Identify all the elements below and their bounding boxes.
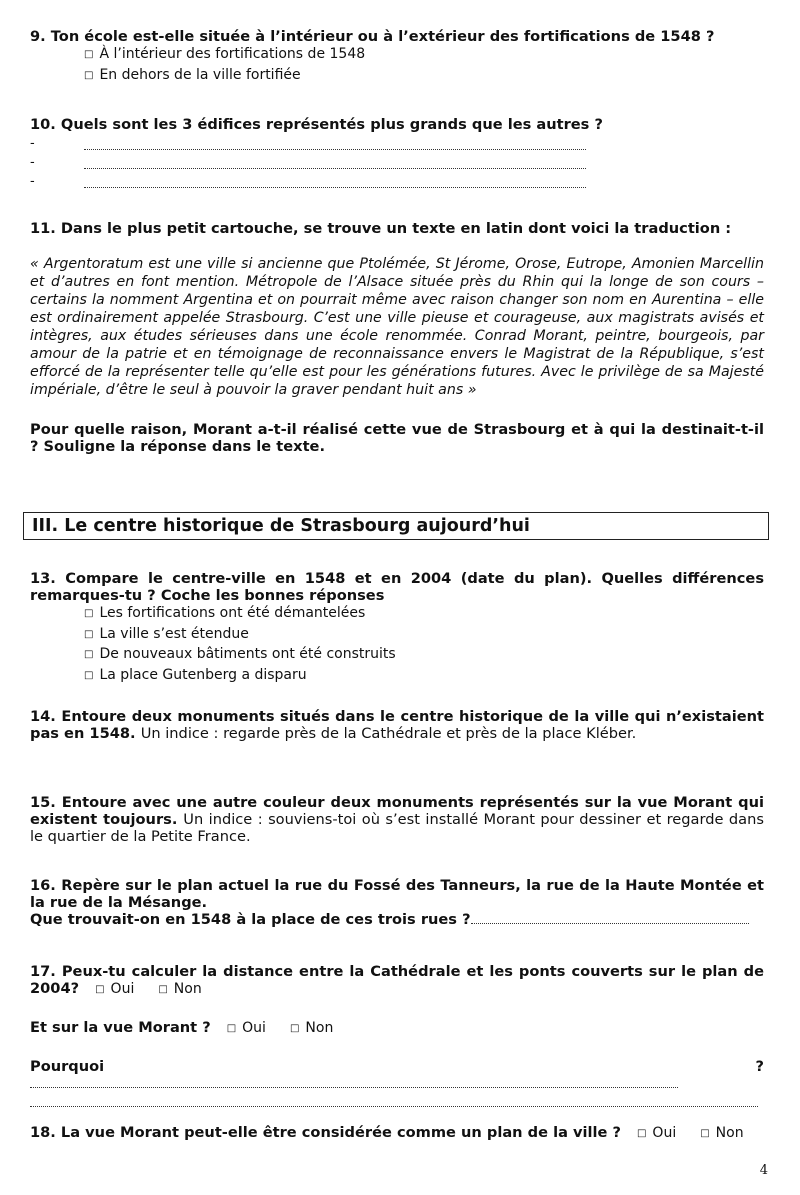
question-14-hint: Un indice : regarde près de la Cathédrale et près de la place Kléber. — [140, 725, 637, 742]
q18-option-no[interactable]: □ Non — [700, 1125, 744, 1141]
question-11-title: 11. Dans le plus petit cartouche, se trouve un texte en latin dont voici la traduction : — [30, 220, 732, 237]
answer-line-3[interactable]: - — [0, 174, 764, 193]
question-13-option-2[interactable]: □ La ville s’est étendue — [84, 625, 764, 646]
answer-line[interactable] — [30, 1094, 758, 1107]
question-18 — [30, 1124, 764, 1143]
question-17 — [30, 963, 764, 1111]
question-16 — [30, 877, 764, 928]
question-9-option-2[interactable]: □ En dehors de la ville fortifiée — [84, 66, 764, 87]
question-11 — [30, 220, 764, 455]
q17-morant-question: Et sur la vue Morant ? □ Oui □ Non — [30, 1019, 334, 1036]
question-9-option-1[interactable]: □ À l’intérieur des fortifications de 1548 — [84, 45, 764, 66]
question-10 — [30, 116, 764, 193]
question-13-option-4[interactable]: □ La place Gutenberg a disparu — [84, 666, 764, 687]
answer-line-1[interactable]: - — [0, 136, 764, 155]
question-13 — [30, 570, 764, 686]
page-number: 4 — [759, 1163, 768, 1178]
q17-why: Pourquoi ? — [30, 1058, 764, 1092]
checkbox-icon[interactable]: □ — [636, 1128, 647, 1139]
checkbox-icon[interactable]: □ — [95, 984, 105, 995]
question-10-title: 10. Quels sont les 3 édifices représentés plus grands que les autres ? — [30, 116, 603, 133]
checkbox-icon[interactable]: □ — [84, 608, 94, 619]
answer-line[interactable] — [471, 911, 749, 924]
question-9-title: 9. Ton école est-elle située à l’intérieur ou à l’extérieur des fortifications de 1548 ? — [30, 28, 715, 45]
answer-line[interactable] — [30, 1075, 678, 1088]
question-15-text: 15. Entoure avec une autre couleur deux monuments représentés sur la vue Morant qui existent toujours. Un indice : souviens-toi où s’est installé Morant pour dessiner et regarde dans le quartier de la Petite France. — [30, 794, 764, 845]
checkbox-icon[interactable]: □ — [700, 1128, 710, 1139]
q18-option-yes[interactable]: □ Oui — [636, 1125, 677, 1141]
question-17-title: 17. Peux-tu calculer la distance entre la Cathédrale et les ponts couverts sur le plan de 2004? □ Oui □ Non — [30, 963, 764, 997]
checkbox-icon[interactable]: □ — [289, 1023, 300, 1034]
q17-option-yes[interactable]: □ Oui — [95, 981, 135, 997]
question-18-title: 18. La vue Morant peut-elle être considérée comme un plan de la ville ? □ Oui □ Non — [30, 1124, 744, 1141]
section-title-III: III. Le centre historique de Strasbourg aujourd’hui — [23, 512, 769, 540]
question-15 — [30, 794, 764, 845]
question-14 — [30, 708, 764, 742]
question-13-title: 13. Compare le centre-ville en 1548 et en 2004 (date du plan). Quelles différences remarques-tu ? Coche les bonnes réponses — [30, 570, 764, 604]
q17-morant-option-yes[interactable]: □ Oui — [226, 1020, 266, 1036]
question-9 — [30, 28, 764, 86]
question-13-option-3[interactable]: □ De nouveaux bâtiments ont été construits — [84, 645, 764, 666]
question-15-hint: Un indice : souviens-toi où s’est installé Morant pour dessiner et regarde dans le quartier de la Petite France. — [30, 811, 764, 845]
question-14-text: 14. Entoure deux monuments situés dans le centre historique de la ville qui n’existaient pas en 1548. Un indice : regarde près de la Cathédrale et près de la place Kléber. — [30, 708, 764, 742]
question-16-title: 16. Repère sur le plan actuel la rue du Fossé des Tanneurs, la rue de la Haute Montée et la rue de la Mésange. — [30, 877, 764, 911]
question-11-prompt: Pour quelle raison, Morant a-t-il réalisé cette vue de Strasbourg et à qui la destinait-t-il ? Souligne la réponse dans le texte. — [30, 421, 764, 455]
q17-morant-option-no[interactable]: □ Non — [289, 1020, 334, 1036]
checkbox-icon[interactable]: □ — [84, 69, 94, 81]
checkbox-icon[interactable]: □ — [84, 628, 94, 640]
checkbox-icon[interactable]: □ — [226, 1023, 237, 1034]
question-16-prompt: Que trouvait-on en 1548 à la place de ces trois rues ? — [30, 911, 764, 928]
checkbox-icon[interactable]: □ — [84, 49, 94, 60]
checkbox-icon[interactable]: □ — [84, 669, 94, 681]
question-13-option-1[interactable]: □ Les fortifications ont été démantelées — [84, 604, 764, 625]
latin-translation-quote: « Argentoratum est une ville si ancienne que Ptolémée, St Jérome, Orose, Eutrope, Amonien Marcellin et d’autres en font mention. Métropole de l’Alsace située près du Rhin qui la longe de son cours – certains la nomment Argentina et on pourrait même avec raison changer son nom en Aurentina – elle est ordinairement appelée Strasbourg. C’est une ville pieuse et courageuse, aux magistrats avisés et intègres, aux études sérieuses dans une école renommée. Conrad Morant, peintre, bourgeois, par amour de la patrie et en témoignage de reconnaissance envers le Magistrat de la République, s’est efforcé de la représenter telle qu’elle est pour les générations futures. Avec le privilège de sa Majesté impériale, d’être le seul à pouvoir la graver pendant huit ans » — [30, 256, 764, 398]
checkbox-icon[interactable]: □ — [158, 984, 168, 995]
answer-line-2[interactable]: - — [0, 155, 764, 174]
q17-option-no[interactable]: □ Non — [158, 981, 202, 997]
checkbox-icon[interactable]: □ — [84, 649, 94, 660]
